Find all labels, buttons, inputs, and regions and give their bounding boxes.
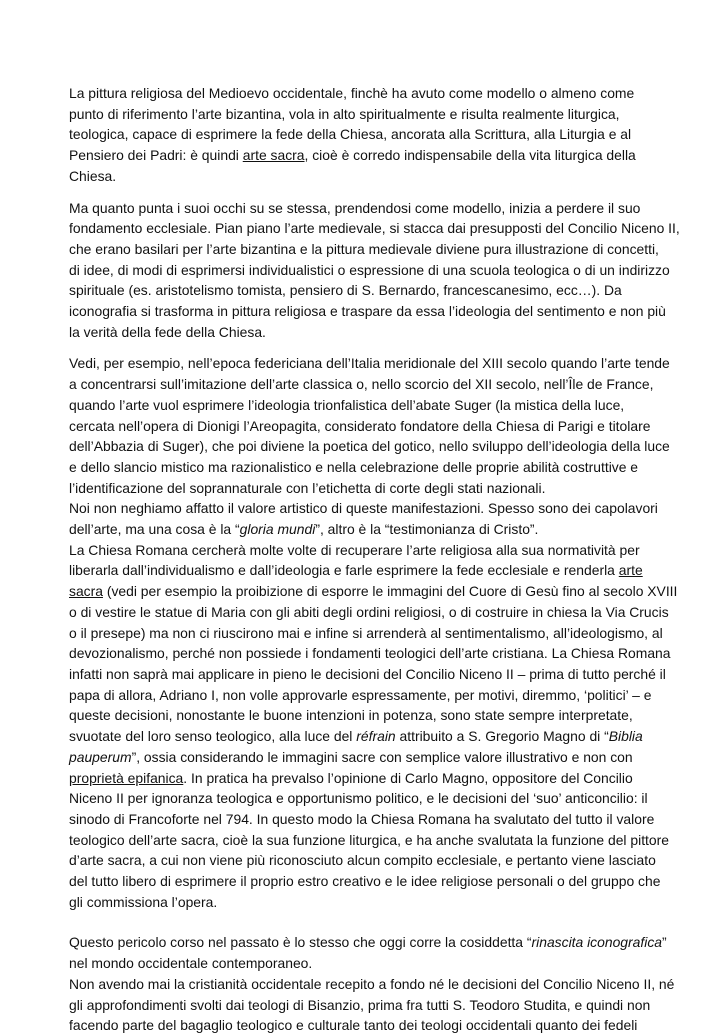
paragraph [69, 353, 678, 912]
text-line [69, 1015, 669, 1036]
text-run: Pensiero dei Padri: è quindi [69, 147, 243, 164]
text-line [69, 280, 669, 301]
paragraph-gap [69, 342, 669, 353]
text-run: gli commissiona l’opera. [69, 893, 218, 910]
text-line [69, 260, 669, 281]
text-run: ”, altro è la “testimonianza di Cristo”. [315, 521, 539, 538]
text-run: , cioè è corredo indispensabile della vita liturgica della [304, 147, 636, 164]
text-line [69, 301, 669, 322]
text-run: d’arte sacra, a cui non viene più riconosciuto alcun compito ecclesiale, e pertanto viene lasciato [69, 852, 656, 869]
text-line [69, 830, 669, 851]
text-line [69, 416, 669, 437]
text-line [69, 871, 669, 892]
text-line [69, 239, 669, 260]
text-run: Questo pericolo corso nel passato è lo stesso che oggi corre la cosiddetta “ [69, 934, 532, 951]
text-run: fondamento ecclesiale. Pian piano l’arte medievale, si stacca dai presupposti del Concilio Niceno II, [69, 220, 680, 237]
text-run: La pittura religiosa del Medioevo occidentale, finchè ha avuto come modello o almeno come [69, 85, 635, 101]
text-line [69, 726, 669, 747]
text-line [69, 892, 669, 913]
text-run: gli approfondimenti svolti dai teologi di Bisanzio, prima fra tutti S. Teodoro Studita, e quindi non [69, 996, 651, 1013]
italic-text: réfrain [356, 728, 396, 745]
underlined-text: arte [618, 562, 643, 579]
text-run: papa di allora, Adriano I, non volle approvarle espressamente, per motivi, diremmo, ‘politici’ – e [69, 686, 652, 703]
text-line [69, 166, 669, 187]
text-run: infatti non saprà mai applicare in pieno le decisioni del Concilio Niceno II – prima di tutto perché il [69, 665, 666, 682]
text-run: la verità della fede della Chiesa. [69, 323, 266, 340]
text-run: sinodo di Francoforte nel 794. In questo modo la Chiesa Romana ha svalutato del tutto il valore [69, 810, 655, 827]
text-run: Ma quanto punta i suoi occhi su se stessa, prendendosi come modello, inizia a perdere il suo [69, 199, 641, 216]
text-line [69, 705, 669, 726]
text-run: Chiesa. [69, 167, 117, 184]
document-page [69, 83, 680, 1036]
text-run: dell’Abbazia di Suger), che poi diviene la poetica del gotico, nello sviluppo dell’ideologia della luce [69, 438, 670, 455]
text-run: l’identificazione del soprannaturale con l’etichetta di corte degli stati nazionali. [69, 479, 546, 496]
text-run: ” [662, 934, 667, 951]
paragraph-gap [69, 912, 669, 932]
text-line [69, 374, 669, 395]
text-line [69, 436, 669, 457]
text-run: a concentrarsi sull’imitazione dell’arte classica o, nello scorcio del XII secolo, nell’Île de France, [69, 376, 654, 393]
text-line [69, 83, 669, 104]
italic-text: pauperum [69, 748, 132, 765]
text-run: attribuito a S. Gregorio Magno di “ [395, 728, 609, 745]
text-line [69, 124, 669, 145]
text-run: queste decisioni, nonostante le buone intenzioni in potenza, sono state sempre interpretate, [69, 707, 633, 724]
text-run: ”, ossia considerando le immagini sacre con semplice valore illustrativo e non con [131, 748, 633, 765]
text-line [69, 581, 678, 602]
text-run: iconografia si trasforma in pittura religiosa e traspare da essa l’ideologia del sentimento e non più [69, 303, 666, 320]
text-run: La Chiesa Romana cercherà molte volte di recuperare l’arte religiosa alla sua normatività per [69, 541, 640, 558]
text-line [69, 995, 669, 1016]
text-line [69, 932, 669, 953]
underlined-text: proprietà epifanica [69, 769, 184, 786]
text-line [69, 747, 669, 768]
text-line [69, 974, 675, 995]
underlined-text: sacra [69, 583, 103, 600]
text-line [69, 809, 669, 830]
text-run: facendo parte del bagaglio teologico e culturale tanto dei teologi occidentali quanto dei fedeli [69, 1017, 638, 1034]
text-run: e dello slancio mistico ma razionalistico e nella celebrazione delle proprie abilità costruttive e [69, 458, 639, 475]
text-line [69, 623, 669, 644]
text-run: che erano basilari per l’arte bizantina e la pittura medievale diviene pura illustrazione di concetti, [69, 240, 659, 257]
text-run: teologico dell’arte sacra, cioè la sua funzione liturgica, e ha anche svalutata la funzione del pittore [69, 831, 669, 848]
paragraph [69, 83, 669, 187]
text-run: punto di riferimento l’arte bizantina, vola in alto spiritualmente e risulta realmente liturgica, [69, 105, 620, 122]
text-line [69, 457, 669, 478]
text-run: spirituale (es. aristotelismo tomista, pensiero di S. Bernardo, francescanesimo, ecc…). Da [69, 282, 622, 299]
italic-text: rinascita iconografica [531, 934, 662, 951]
text-run: teologica, capace di esprimere la fede della Chiesa, ancorata alla Scrittura, alla Liturgia e al [69, 126, 632, 143]
paragraph-gap [69, 187, 669, 198]
underlined-text: arte sacra [242, 147, 305, 164]
text-line [69, 788, 669, 809]
text-line [69, 540, 669, 561]
text-run: devozionalismo, perché non possiede i fondamenti teologici dell’arte cristiana. La Chiesa Romana [69, 645, 671, 662]
text-line [69, 768, 669, 789]
text-line [69, 478, 669, 499]
text-run: nel mondo occidentale contemporaneo. [69, 955, 313, 972]
text-line [69, 104, 669, 125]
text-run: Non avendo mai la cristianità occidentale recepito a fondo né le decisioni del Concilio Niceno II, né [69, 975, 675, 992]
text-line [69, 850, 669, 871]
text-line [69, 353, 669, 374]
text-line [69, 519, 669, 540]
text-line [69, 198, 669, 219]
text-run: cercata nell’opera di Dionigi l’Areopagita, considerato fondatore della Chiesa di Parigi e titolare [69, 417, 651, 434]
text-line [69, 560, 669, 581]
text-line [69, 395, 669, 416]
text-line [69, 953, 669, 974]
text-run: Niceno II per ignoranza teologica e opportunismo politico, e le decisioni del ‘suo’ anticoncilio: il [69, 790, 648, 807]
text-run: Noi non neghiamo affatto il valore artistico di queste manifestazioni. Spesso sono dei capolavori [69, 500, 658, 517]
italic-text: gloria mundi [239, 521, 316, 538]
text-run: o di vestire le statue di Maria con gli abiti degli ordini religiosi, o di costruire in chiesa la Via Crucis [69, 603, 669, 620]
text-run: liberarla dall’individualismo e dall’ideologia e farle esprimere la fede ecclesiale e renderla [69, 562, 619, 579]
text-run: . In pratica ha prevalso l’opinione di Carlo Magno, oppositore del Concilio [183, 769, 633, 786]
text-line [69, 322, 669, 343]
text-run: o il presepe) ma non ci riuscirono mai e infine si arrenderà al sentimentalismo, all’ideologismo, al [69, 624, 663, 641]
paragraph [69, 932, 675, 1036]
text-run: (vedi per esempio la proibizione di esporre le immagini del Cuore di Gesù fino al secolo XVIII [102, 583, 678, 600]
italic-text: Biblia [608, 728, 643, 745]
text-run: di idee, di modi di esprimersi individualistici o espressione di una scuola teologica o di un indirizzo [69, 261, 670, 278]
text-line [69, 685, 669, 706]
text-line [69, 498, 669, 519]
text-run: del tutto libero di esprimere il proprio estro creativo e le idee religiose personali o del gruppo che [69, 873, 661, 890]
text-line [69, 218, 680, 239]
text-run: svuotate del loro senso teologico, alla luce del [69, 728, 357, 745]
text-line [69, 145, 669, 166]
text-run: dell’arte, ma una cosa è la “ [69, 521, 240, 538]
text-line [69, 643, 669, 664]
text-run: Vedi, per esempio, nell’epoca federiciana dell’Italia meridionale del XIII secolo quando l’arte tende [69, 355, 670, 372]
text-line [69, 664, 669, 685]
text-run: quando l’arte vuol esprimere l’ideologia trionfalistica dell’abate Suger (la mistica della luce, [69, 396, 625, 413]
text-line [69, 602, 669, 623]
paragraph [69, 198, 680, 343]
